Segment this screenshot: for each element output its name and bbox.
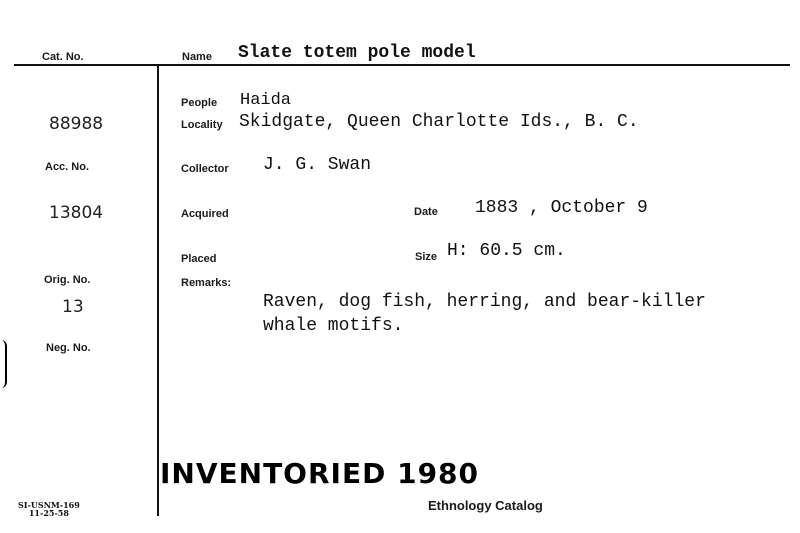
cat-no-label: Cat. No. <box>42 51 84 63</box>
placed-label: Placed <box>181 253 217 265</box>
remarks-line-2: whale motifs. <box>263 316 404 336</box>
size-value: H: 60.5 cm. <box>447 241 566 261</box>
form-code-line-2: 11-25-58 <box>28 508 69 518</box>
date-value: 1883 , October 9 <box>475 198 648 218</box>
orig-no-label: Orig. No. <box>44 274 91 286</box>
locality-label: Locality <box>181 119 223 131</box>
size-label: Size <box>415 251 438 263</box>
name-label: Name <box>182 51 212 63</box>
neg-no-label: Neg. No. <box>46 342 91 354</box>
remarks-line-1: Raven, dog fish, herring, and bear-killer <box>263 292 706 312</box>
acc-no-label: Acc. No. <box>45 161 90 173</box>
form-code <box>18 501 80 517</box>
left-edge-mark <box>0 340 7 388</box>
header-rule <box>14 64 790 66</box>
collector-value: J. G. Swan <box>263 155 372 175</box>
form-code-line-1: SI-USNM-169 <box>18 500 80 510</box>
locality-value: Skidgate, Queen Charlotte Ids., B. C. <box>239 112 639 132</box>
people-value: Haida <box>240 91 292 110</box>
acc-no-value: 13804 <box>49 203 104 223</box>
collector-label: Collector <box>181 163 229 175</box>
people-label: People <box>181 97 218 109</box>
column-divider <box>157 66 159 516</box>
orig-no-value: 13 <box>62 297 84 317</box>
inventory-stamp: INVENTORIED 1980 <box>160 457 480 490</box>
remarks-label: Remarks: <box>181 277 232 289</box>
catalog-title: Ethnology Catalog <box>428 498 543 513</box>
acquired-label: Acquired <box>181 208 229 220</box>
date-label: Date <box>414 206 438 218</box>
cat-no-value: 88988 <box>49 114 104 134</box>
name-value: Slate totem pole model <box>238 43 476 63</box>
